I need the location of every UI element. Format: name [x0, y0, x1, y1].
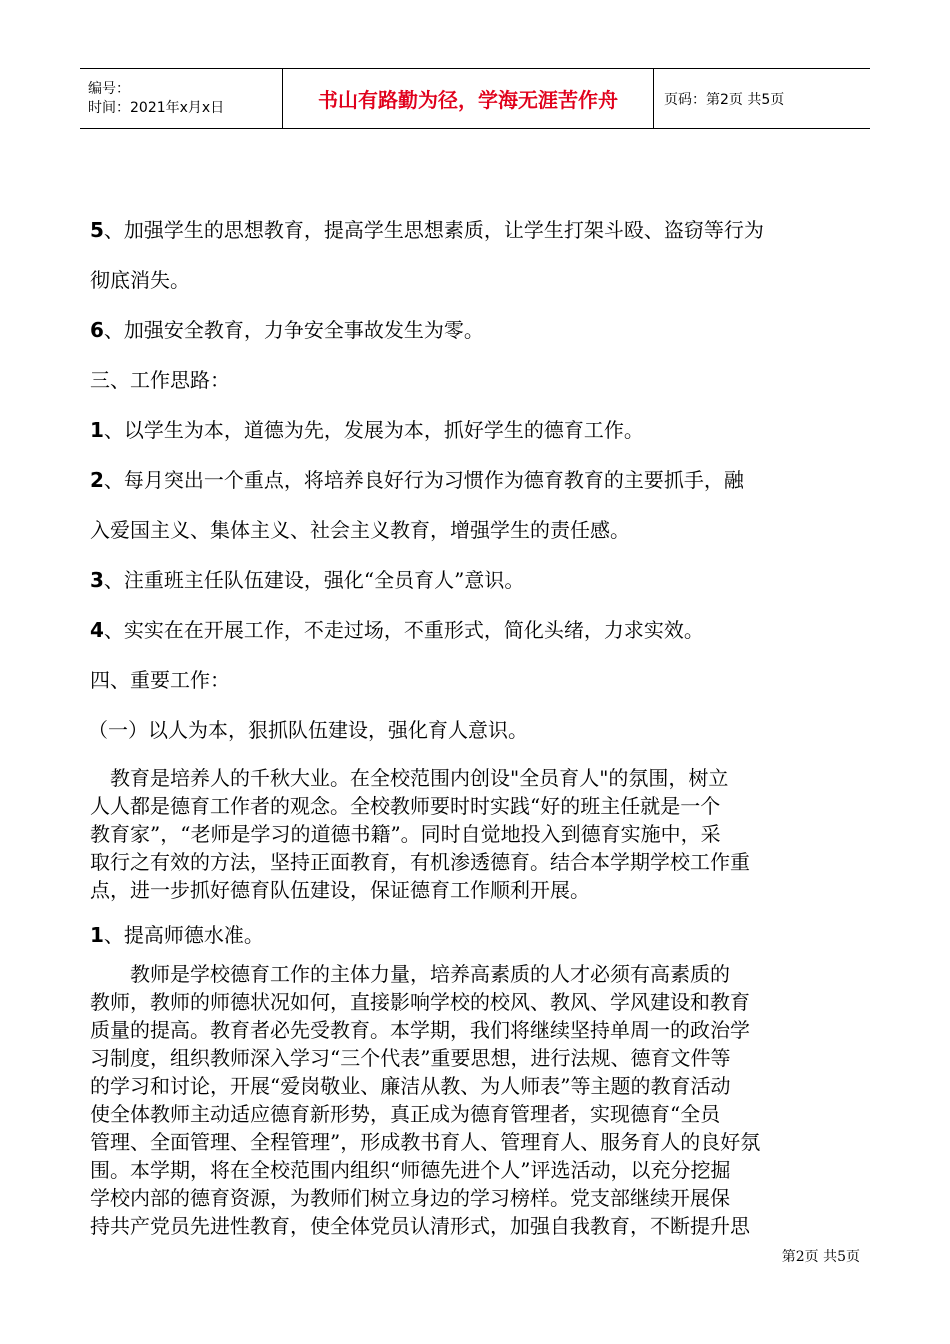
paragraph-1-line: 教育是培养人的千秋大业。在全校范围内创设"全员育人"的氛围，树立: [90, 766, 729, 790]
goal-item-6: 6、加强安全教育，力争安全事故发生为零。: [90, 318, 484, 342]
approach-item-2: 2、每月突出一个重点，将培养良好行为习惯作为德育教育的主要抓手，融: [90, 468, 744, 492]
approach-item-3: 3、注重班主任队伍建设，强化“全员育人”意识。: [90, 568, 525, 592]
header-page-cell: [654, 69, 870, 128]
paragraph-2: [90, 960, 862, 1240]
document-time-label: 时间：2021年x月x日: [88, 99, 225, 116]
section-4-heading: 四、重要工作：: [90, 668, 230, 692]
header-slogan-cell: [282, 69, 654, 128]
goal-item-5-continued: 彻底消失。: [90, 268, 190, 292]
paragraph-2-line: 使全体教师主动适应德育新形势，真正成为德育管理者，实现德育“全员: [90, 1102, 721, 1126]
header-meta-cell: [80, 69, 282, 128]
footer-page-info: 第2页 共5页: [781, 1249, 860, 1265]
approach-item-2-continued: 入爱国主义、集体主义、社会主义教育，增强学生的责任感。: [90, 518, 630, 542]
paragraph-1-line: 点，进一步抓好德育队伍建设，保证德育工作顺利开展。: [90, 878, 590, 902]
approach-item-4: 4、实实在在开展工作，不走过场，不重形式，简化头绪，力求实效。: [90, 618, 704, 642]
paragraph-1-line: 取行之有效的方法，坚持正面教育，有机渗透德育。结合本学期学校工作重: [90, 850, 750, 874]
paragraph-2-line: 管理、全面管理、全程管理”，形成教书育人、管理育人、服务育人的良好氛: [90, 1130, 761, 1154]
paragraph-2-line: 教师，教师的师德状况如何，直接影响学校的校风、教风、学风建设和教育: [90, 990, 750, 1014]
paragraph-1-line: 教育家”，“老师是学习的道德书籍”。同时自觉地投入到德育实施中，采: [90, 822, 721, 846]
header-page-info: 页码：第2页 共5页: [664, 91, 785, 108]
section-3-heading: 三、工作思路：: [90, 368, 230, 392]
point-1-heading: 1、提高师德水准。: [90, 923, 264, 947]
paragraph-2-line: 质量的提高。教育者必先受教育。本学期，我们将继续坚持单周一的政治学: [90, 1018, 750, 1042]
paragraph-1-line: 人人都是德育工作者的观念。全校教师要时时实践“好的班主任就是一个: [90, 794, 721, 818]
goal-item-5: 5、加强学生的思想教育，提高学生思想素质，让学生打架斗殴、盗窃等行为: [90, 218, 764, 242]
subsection-1-heading: （一）以人为本，狠抓队伍建设，强化育人意识。: [88, 718, 528, 742]
document-body: [90, 205, 862, 1240]
paragraph-2-line: 学校内部的德育资源，为教师们树立身边的学习榜样。党支部继续开展保: [90, 1186, 730, 1210]
page-header: [80, 68, 870, 129]
page-footer: [782, 1246, 860, 1266]
approach-item-1: 1、以学生为本，道德为先，发展为本，抓好学生的德育工作。: [90, 418, 644, 442]
header-slogan: 书山有路勤为径，学海无涯苦作舟: [318, 88, 618, 112]
paragraph-2-line: 的学习和讨论，开展“爱岗敬业、廉洁从教、为人师表”等主题的教育活动: [90, 1074, 731, 1098]
document-number-label: 编号：: [88, 80, 130, 97]
paragraph-2-line: 教师是学校德育工作的主体力量，培养高素质的人才必须有高素质的: [90, 962, 730, 986]
paragraph-2-line: 习制度，组织教师深入学习“三个代表”重要思想，进行法规、德育文件等: [90, 1046, 731, 1070]
paragraph-1: [90, 764, 862, 904]
paragraph-2-line: 持共产党员先进性教育，使全体党员认清形式，加强自我教育，不断提升思: [90, 1214, 750, 1238]
paragraph-2-line: 围。本学期，将在全校范围内组织“师德先进个人”评选活动，以充分挖掘: [90, 1158, 731, 1182]
